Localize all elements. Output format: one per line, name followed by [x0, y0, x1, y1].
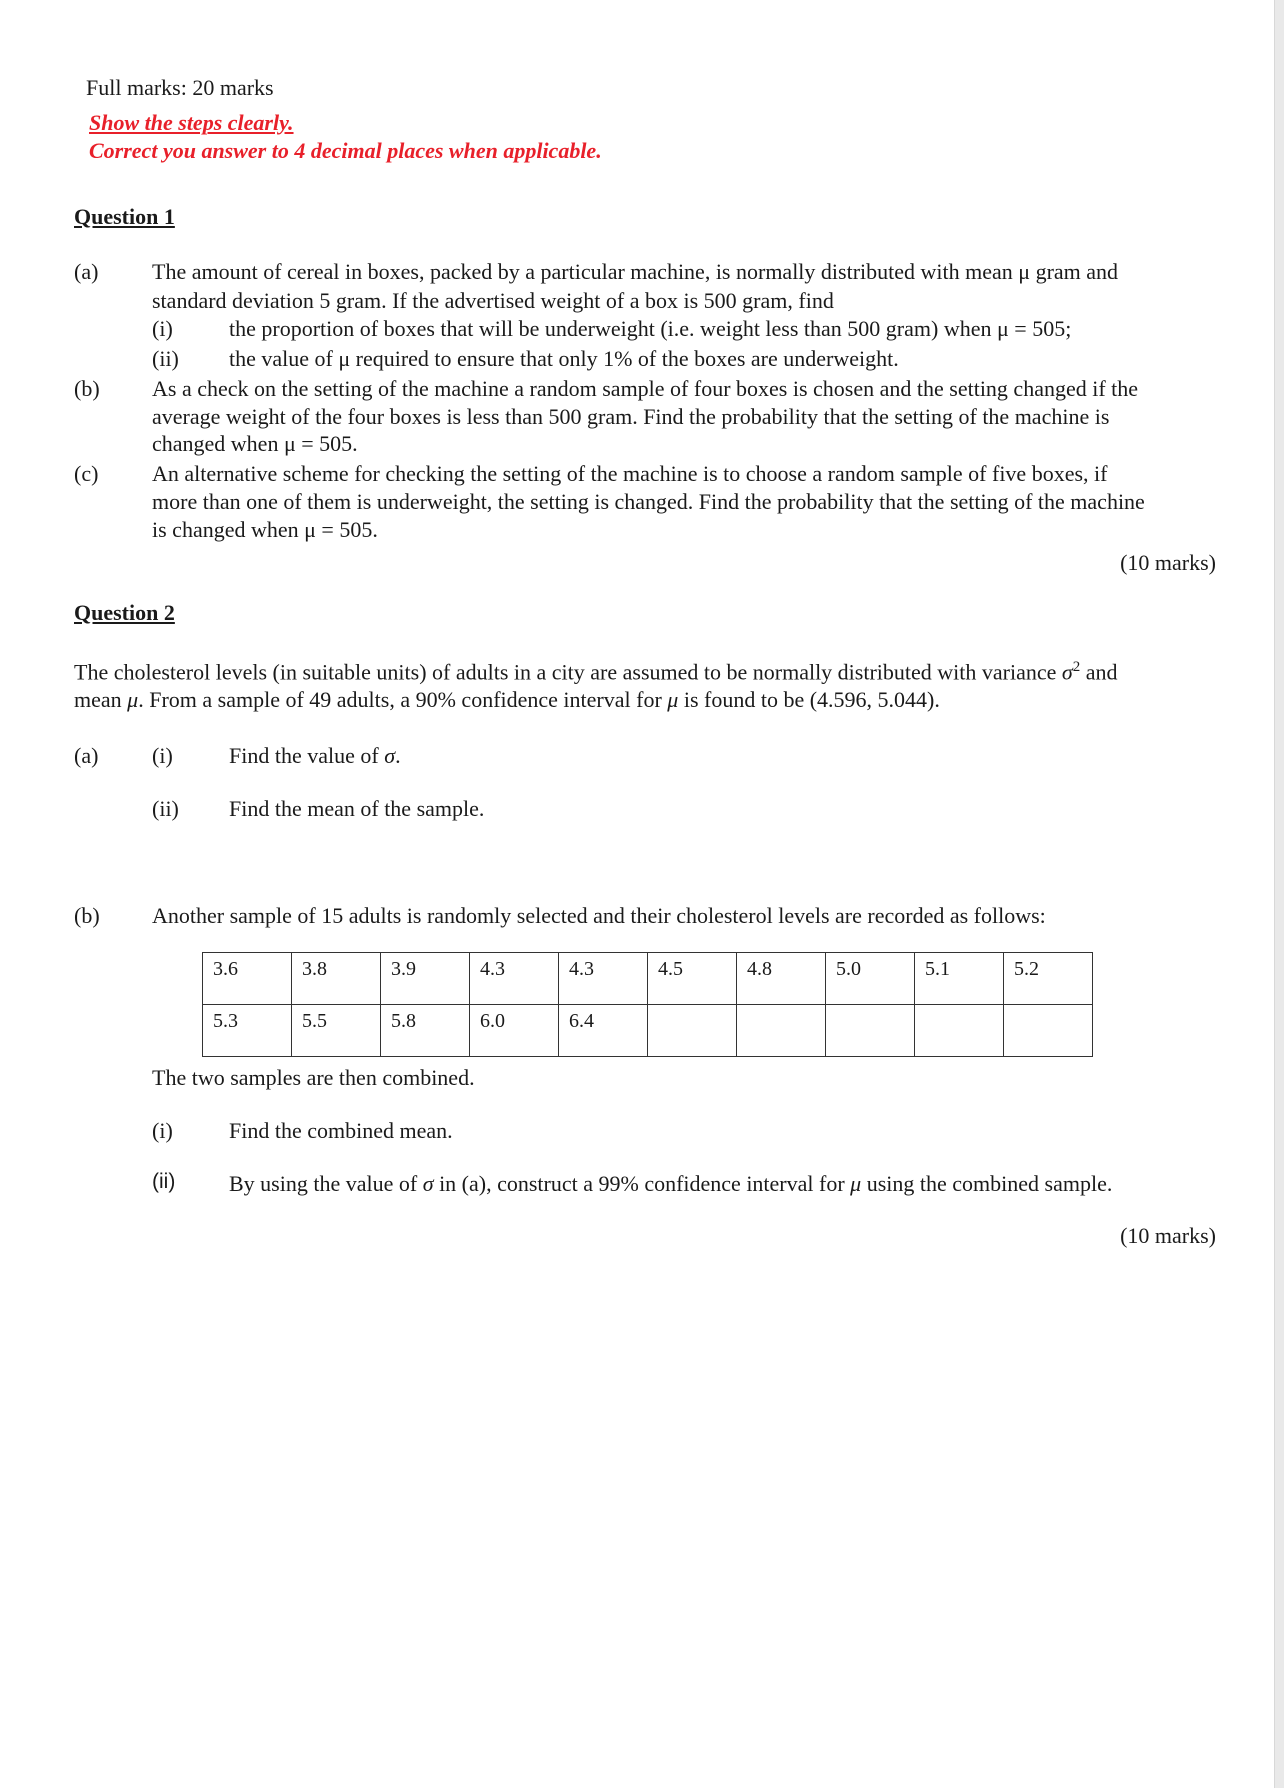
q2-b-ii-pre: By using the value of [229, 1171, 423, 1196]
q2-b-i-text: Find the combined mean. [229, 1118, 453, 1143]
q2-b-i-label: (i) [152, 1118, 173, 1143]
question-1-title: Question 1 [74, 204, 175, 229]
table-cell [737, 1005, 826, 1057]
period: . [395, 743, 401, 768]
table-cell [648, 1005, 737, 1057]
cholesterol-table-body [203, 953, 1093, 1057]
q2-b-ii-post: using the combined sample. [861, 1171, 1113, 1196]
table-cell: 3.8 [292, 953, 381, 1005]
q1-a-i-label: (i) [152, 316, 173, 341]
q1-b-line3: changed when μ = 505. [152, 431, 358, 456]
table-cell: 5.0 [826, 953, 915, 1005]
squared-superscript: 2 [1072, 659, 1081, 675]
q1-b-line2: average weight of the four boxes is less than 500 gram. Find the probability that the setting of the machine is [152, 404, 1110, 429]
table-cell: 6.4 [559, 1005, 648, 1057]
table-cell: 6.0 [470, 1005, 559, 1057]
q2-a-ii-text: Find the mean of the sample. [229, 796, 485, 821]
q2-intro-line2-post: is found to be (4.596, 5.044). [678, 687, 940, 712]
mu-symbol: μ [850, 1171, 862, 1196]
table-cell: 4.5 [648, 953, 737, 1005]
mu-symbol: μ [667, 687, 679, 712]
q2-a-i-text-body: Find the value of [229, 743, 385, 768]
q1-c-line2: more than one of them is underweight, the setting is changed. Find the probability that the setting of the machine [152, 489, 1145, 514]
q1-a-line1: The amount of cereal in boxes, packed by a particular machine, is normally distributed with mean μ gram and [152, 259, 1119, 284]
table-cell: 3.6 [203, 953, 292, 1005]
q1-a-ii-text: the value of μ required to ensure that only 1% of the boxes are underweight. [229, 346, 899, 371]
mu-symbol: μ [127, 687, 139, 712]
q2-a-i-label: (i) [152, 743, 173, 768]
q1-a-i-text: the proportion of boxes that will be underweight (i.e. weight less than 500 gram) when μ = 505; [229, 316, 1072, 341]
q1-b-label: (b) [74, 376, 100, 401]
q2-intro-line2 [74, 686, 940, 713]
table-cell [915, 1005, 1004, 1057]
q2-b-label: (b) [74, 903, 100, 928]
table-cell: 3.9 [381, 953, 470, 1005]
table-cell [826, 1005, 915, 1057]
sigma-symbol: σ [422, 1171, 434, 1196]
table-cell [1004, 1005, 1093, 1057]
table-cell: 5.2 [1004, 953, 1093, 1005]
sigma-symbol: σ [1061, 659, 1073, 685]
q2-a-ii-label: (ii) [152, 796, 179, 821]
q2-intro-line2-pre: mean [74, 687, 128, 712]
table-cell: 4.3 [470, 953, 559, 1005]
cholesterol-table [202, 952, 1093, 1057]
sigma-symbol: σ [384, 743, 396, 768]
q2-b-ii-text [229, 1170, 1112, 1197]
q2-b-ii-label: (ii) [152, 1170, 176, 1193]
q2-intro-line1 [74, 654, 1118, 685]
full-marks: Full marks: 20 marks [86, 75, 274, 100]
table-row [203, 1005, 1093, 1057]
q2-a-i-text [229, 742, 401, 769]
q2-a-label: (a) [74, 743, 99, 768]
q1-a-ii-label: (ii) [152, 346, 179, 371]
q1-a-line2: standard deviation 5 gram. If the advertised weight of a box is 500 gram, find [152, 288, 834, 313]
table-cell: 5.3 [203, 1005, 292, 1057]
q2-marks: (10 marks) [1120, 1223, 1216, 1248]
q1-c-line3: is changed when μ = 505. [152, 517, 378, 542]
instruction-decimals: Correct you answer to 4 decimal places when applicable. [89, 138, 602, 163]
q2-b-text: Another sample of 15 adults is randomly selected and their cholesterol levels are recorded as follows: [152, 903, 1046, 928]
instruction-steps: Show the steps clearly. [89, 110, 294, 135]
table-row [203, 953, 1093, 1005]
q1-a-label: (a) [74, 259, 99, 284]
question-2-title: Question 2 [74, 600, 175, 625]
q2-intro-line1-pre: The cholesterol levels (in suitable units) of adults in a city are assumed to be normally distributed with variance [74, 659, 1062, 685]
q2-b-ii-mid: in (a), construct a 99% confidence interval for [433, 1171, 851, 1196]
q1-marks: (10 marks) [1120, 550, 1216, 575]
table-cell: 4.3 [559, 953, 648, 1005]
table-cell: 5.1 [915, 953, 1004, 1005]
table-cell: 5.5 [292, 1005, 381, 1057]
q2-combined-text: The two samples are then combined. [152, 1065, 475, 1090]
q2-intro-line2-mid: . From a sample of 49 adults, a 90% confidence interval for [138, 687, 668, 712]
q2-intro-line1-post: and [1080, 659, 1118, 685]
q1-c-label: (c) [74, 461, 99, 486]
table-cell: 4.8 [737, 953, 826, 1005]
q1-c-line1: An alternative scheme for checking the setting of the machine is to choose a random sample of five boxes, if [152, 461, 1108, 486]
q1-b-line1: As a check on the setting of the machine a random sample of four boxes is chosen and the setting changed if the [152, 376, 1139, 401]
table-cell: 5.8 [381, 1005, 470, 1057]
